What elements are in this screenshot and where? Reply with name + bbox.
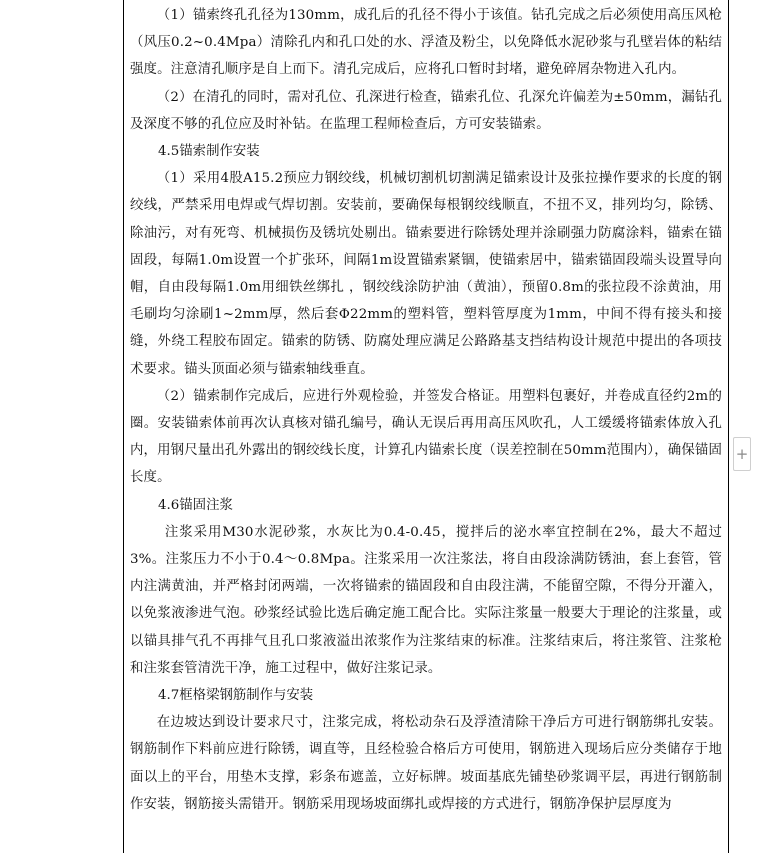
paragraph-anchor-fabrication-1: （1）采用4股A15.2预应力钢绞线，机械切割机切割满足锚索设计及张拉操作要求的长度的钢绞线，严禁采用电焊或气焊切割。安装前，要确保每根钢绞线顺直，不扭不叉，排列均匀，除锈、除油污，对有死弯、机械损伤及锈坑处剔出。锚索要进行除锈处理并涂刷强力防腐涂料，锚索在锚固段，每隔1.0m设置一个扩张环，间隔1m设置锚索紧锢，使锚索居中，锚索锚固段端头设置导向帽，自由段每隔1.0m用细铁丝绑扎 ，钢绞线涂防护油（黄油），预留0.8m的张拉段不涂黄油，用毛刷均匀涂刷1~2mm厚，然后套Φ22mm的塑料管，塑料管厚度为1mm，中间不得有接头和接缝，外绕工程胶布固定。锚索的防锈、防腐处理应满足公路路基支挡结构设计规范中提出的各项技术要求。锚头顶面必须与锚索轴线垂直。 bbox=[130, 171, 722, 377]
paragraph-clean-hole-1: （1）锚索终孔孔径为130mm，成孔后的孔径不得小于该值。钻孔完成之后必须使用高压风枪（风压0.2~0.4Mpa）清除孔内和孔口处的水、浮渣及粉尘，以免降低水泥砂浆与孔壁岩体的粘结强度。注意清孔顺序是自上而下。清孔完成后，应将孔口暂时封堵，避免碎屑杂物进入孔内。 bbox=[130, 8, 722, 78]
paragraph-rebar: 在边坡达到设计要求尺寸，注浆完成，将松动杂石及浮渣清除干净后方可进行钢筋绑扎安装。钢筋制作下料前应进行除锈，调直等，且经检验合格后方可使用，钢筋进入现场后应分类储存于地面以上的平台，用垫木支撑，彩条布遮盖，立好标牌。坡面基底先铺垫砂浆调平层，再进行钢筋制作安装，钢筋接头需错开。钢筋采用现场坡面绑扎或焊接的方式进行，钢筋净保护层厚度为 bbox=[130, 715, 722, 812]
section-heading-4-5: 4.5锚索制作安装 bbox=[158, 144, 260, 160]
expand-side-button[interactable] bbox=[733, 437, 751, 471]
plus-icon: + bbox=[735, 445, 749, 463]
document-body bbox=[130, 2, 722, 818]
document-page bbox=[123, 0, 729, 853]
paragraph-anchor-fabrication-2: （2）锚索制作完成后，应进行外观检验，并签发合格证。用塑料包裹好，并卷成直径约2m的圈。安装锚索体前再次认真核对锚孔编号，确认无误后再用高压风吹孔，人工缓缓将锚索体放入孔内，用钢尺量出孔外露出的钢绞线长度，计算孔内锚索长度（误差控制在50mm范围内），确保锚固长度。 bbox=[130, 388, 722, 486]
section-heading-4-7: 4.7框格梁钢筋制作与安装 bbox=[158, 688, 314, 704]
paragraph-grouting: 注浆采用M30水泥砂浆，水灰比为0.4-0.45，搅拌后的泌水率宜控制在2%，最大不超过3%。注浆压力不小于0.4～0.8Mpa。注浆采用一次注浆法，将自由段涂满防锈油，套上套管，管内注满黄油，并严格封闭两端，一次将锚索的锚固段和自由段注满，不能留空隙，不得分开灌入，以免浆液渗进气泡。砂浆经试验比选后确定施工配合比。实际注浆量一般要大于理论的注浆量，或以锚具排气孔不再排气且孔口浆液溢出浓浆作为注浆结束的标准。注浆结束后，将注浆管、注浆枪和注浆套管清洗干净，施工过程中，做好注浆记录。 bbox=[130, 524, 722, 676]
paragraph-clean-hole-2: （2）在清孔的同时，需对孔位、孔深进行检查，锚索孔位、孔深允许偏差为±50mm，漏钻孔及深度不够的孔位应及时补钻。在监理工程师检查后，方可安装锚索。 bbox=[130, 89, 722, 132]
section-heading-4-6: 4.6锚固注浆 bbox=[158, 497, 233, 513]
